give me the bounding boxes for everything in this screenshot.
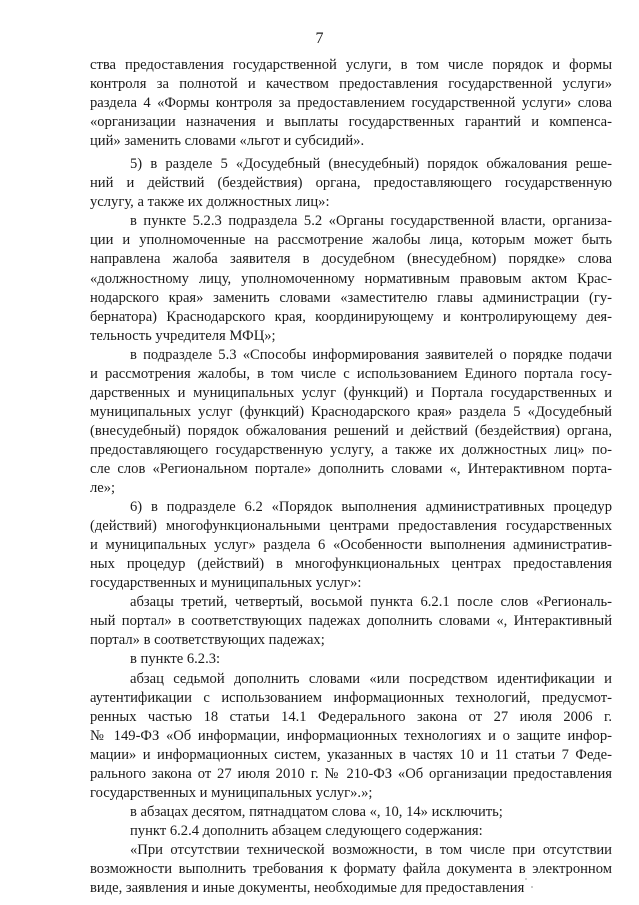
text-line: ний и действий (бездействия) органа, предоставляющего государственную: [90, 175, 612, 192]
text-line: и муниципальных услуг» раздела 6 «Особенности выполнения административ-: [90, 537, 612, 554]
text-line: контроля за полнотой и качеством предоставления государственной услуги»: [90, 76, 612, 93]
text-line: ства предоставления государственной услуги, в том числе порядок и формы: [90, 57, 612, 73]
text-line: «должностному лицу, уполномоченному нормативным правовым актом Крас-: [90, 270, 612, 287]
text-line: (действий) многофункциональными центрами предоставления государственных: [90, 518, 612, 535]
text-line: № 149-ФЗ «Об информации, информационных технологиях и о защите инфор-: [90, 727, 612, 744]
text-line: «организации назначения и выплаты государственных гарантий и компенса-: [90, 114, 612, 131]
text-line: в абзацах десятом, пятнадцатом слова «, 10, 14» исключить;: [130, 803, 503, 820]
text-line: ных процедур (действий) в многофункциональных центрах предоставления: [90, 556, 612, 573]
text-line: нодарского края» заменить словами «заместителю главы администрации (гу-: [90, 289, 612, 306]
text-line: и рассмотрения жалобы, в том числе с использованием Единого портала госу-: [90, 365, 612, 382]
text-line: абзацы третий, четвертый, восьмой пункта 6.2.1 после слов «Региональ-: [130, 594, 612, 611]
text-line: портал» в соответствующих падежах;: [90, 632, 325, 649]
paragraph: [90, 593, 612, 650]
text-line: в пункте 5.2.3 подраздела 5.2 «Органы государственной власти, организа-: [130, 213, 612, 230]
text-line: возможности выполнить требования к формату файла документа в электронном: [90, 860, 612, 877]
text-line: 5) в разделе 5 «Досудебный (внесудебный) порядок обжалования реше-: [130, 156, 612, 173]
paragraph: [90, 822, 612, 841]
paragraph: [90, 670, 612, 803]
text-line: ле»;: [90, 480, 116, 497]
text-line: в подразделе 5.3 «Способы информирования заявителей о порядке подачи: [130, 346, 612, 363]
paragraph: [90, 346, 612, 498]
text-line: абзац седьмой дополнить словами «или посредством идентификации и: [130, 670, 612, 687]
document-body: [90, 56, 612, 898]
text-line: раздела 4 «Формы контроля за предоставлением государственной услуги» слова: [90, 95, 612, 112]
text-line: ренных частью 18 статьи 14.1 Федерального закона от 27 июля 2006 г.: [90, 708, 612, 725]
text-line: бернатора) Краснодарского края, координирующему и контролирующему дея-: [90, 308, 612, 325]
scan-speck: [525, 878, 527, 880]
text-line: услугу, а также их должностных лиц»:: [90, 194, 330, 211]
paragraph: [90, 841, 612, 898]
text-line: направлена жалоба заявителя в досудебном (внесудебном) порядке» слова: [90, 251, 612, 268]
paragraph: [90, 212, 612, 345]
text-line: ции и уполномоченные на рассмотрение жалобы лица, которым может быть: [90, 232, 612, 249]
page-number: 7: [315, 30, 324, 47]
text-line: пункт 6.2.4 дополнить абзацем следующего содержания:: [130, 822, 483, 839]
paragraph: [90, 650, 612, 669]
text-line: ный портал» в соответствующих падежах дополнить словами «, Интерактивный: [90, 613, 612, 630]
text-line: аутентификации с использованием информационных технологий, предусмот-: [90, 689, 612, 706]
text-line: тельность учредителя МФЦ»;: [90, 327, 276, 344]
text-line: государственных и муниципальных услуг»:: [90, 575, 362, 592]
text-line: ций» заменить словами «льгот и субсидий».: [90, 133, 365, 150]
paragraph: [90, 498, 612, 593]
text-line: мации» и информационных систем, указанных в частях 10 и 11 статьи 7 Феде-: [90, 746, 612, 763]
text-line: «При отсутствии технической возможности, в том числе при отсутствии: [130, 841, 612, 858]
text-line: виде, заявления и иные документы, необходимые для предоставления: [90, 880, 525, 897]
text-line: дарственных и муниципальных услуг (функций) и Портала государственных и: [90, 384, 612, 401]
text-line: в пункте 6.2.3:: [130, 651, 221, 668]
text-line: государственных и муниципальных услуг».»;: [90, 784, 373, 801]
text-line: (внесудебный) порядок обжалования решений и действий (бездействия) органа,: [90, 422, 612, 439]
scan-speck: [531, 886, 533, 888]
text-line: 6) в подразделе 6.2 «Порядок выполнения административных процедур: [130, 499, 612, 516]
text-line: муниципальных услуг (функций) Краснодарского края» раздела 5 «Досудебный: [90, 403, 612, 420]
text-line: сле слов «Региональном портале» дополнить словами «, Интерактивном порта-: [90, 460, 612, 477]
paragraph: [90, 56, 612, 151]
paragraph: [90, 155, 612, 212]
text-line: предоставляющего государственную услугу, а также их должностных лиц» по-: [90, 441, 612, 458]
text-line: рального закона от 27 июля 2010 г. № 210-ФЗ «Об организации предоставления: [90, 765, 612, 782]
paragraph: [90, 803, 612, 822]
